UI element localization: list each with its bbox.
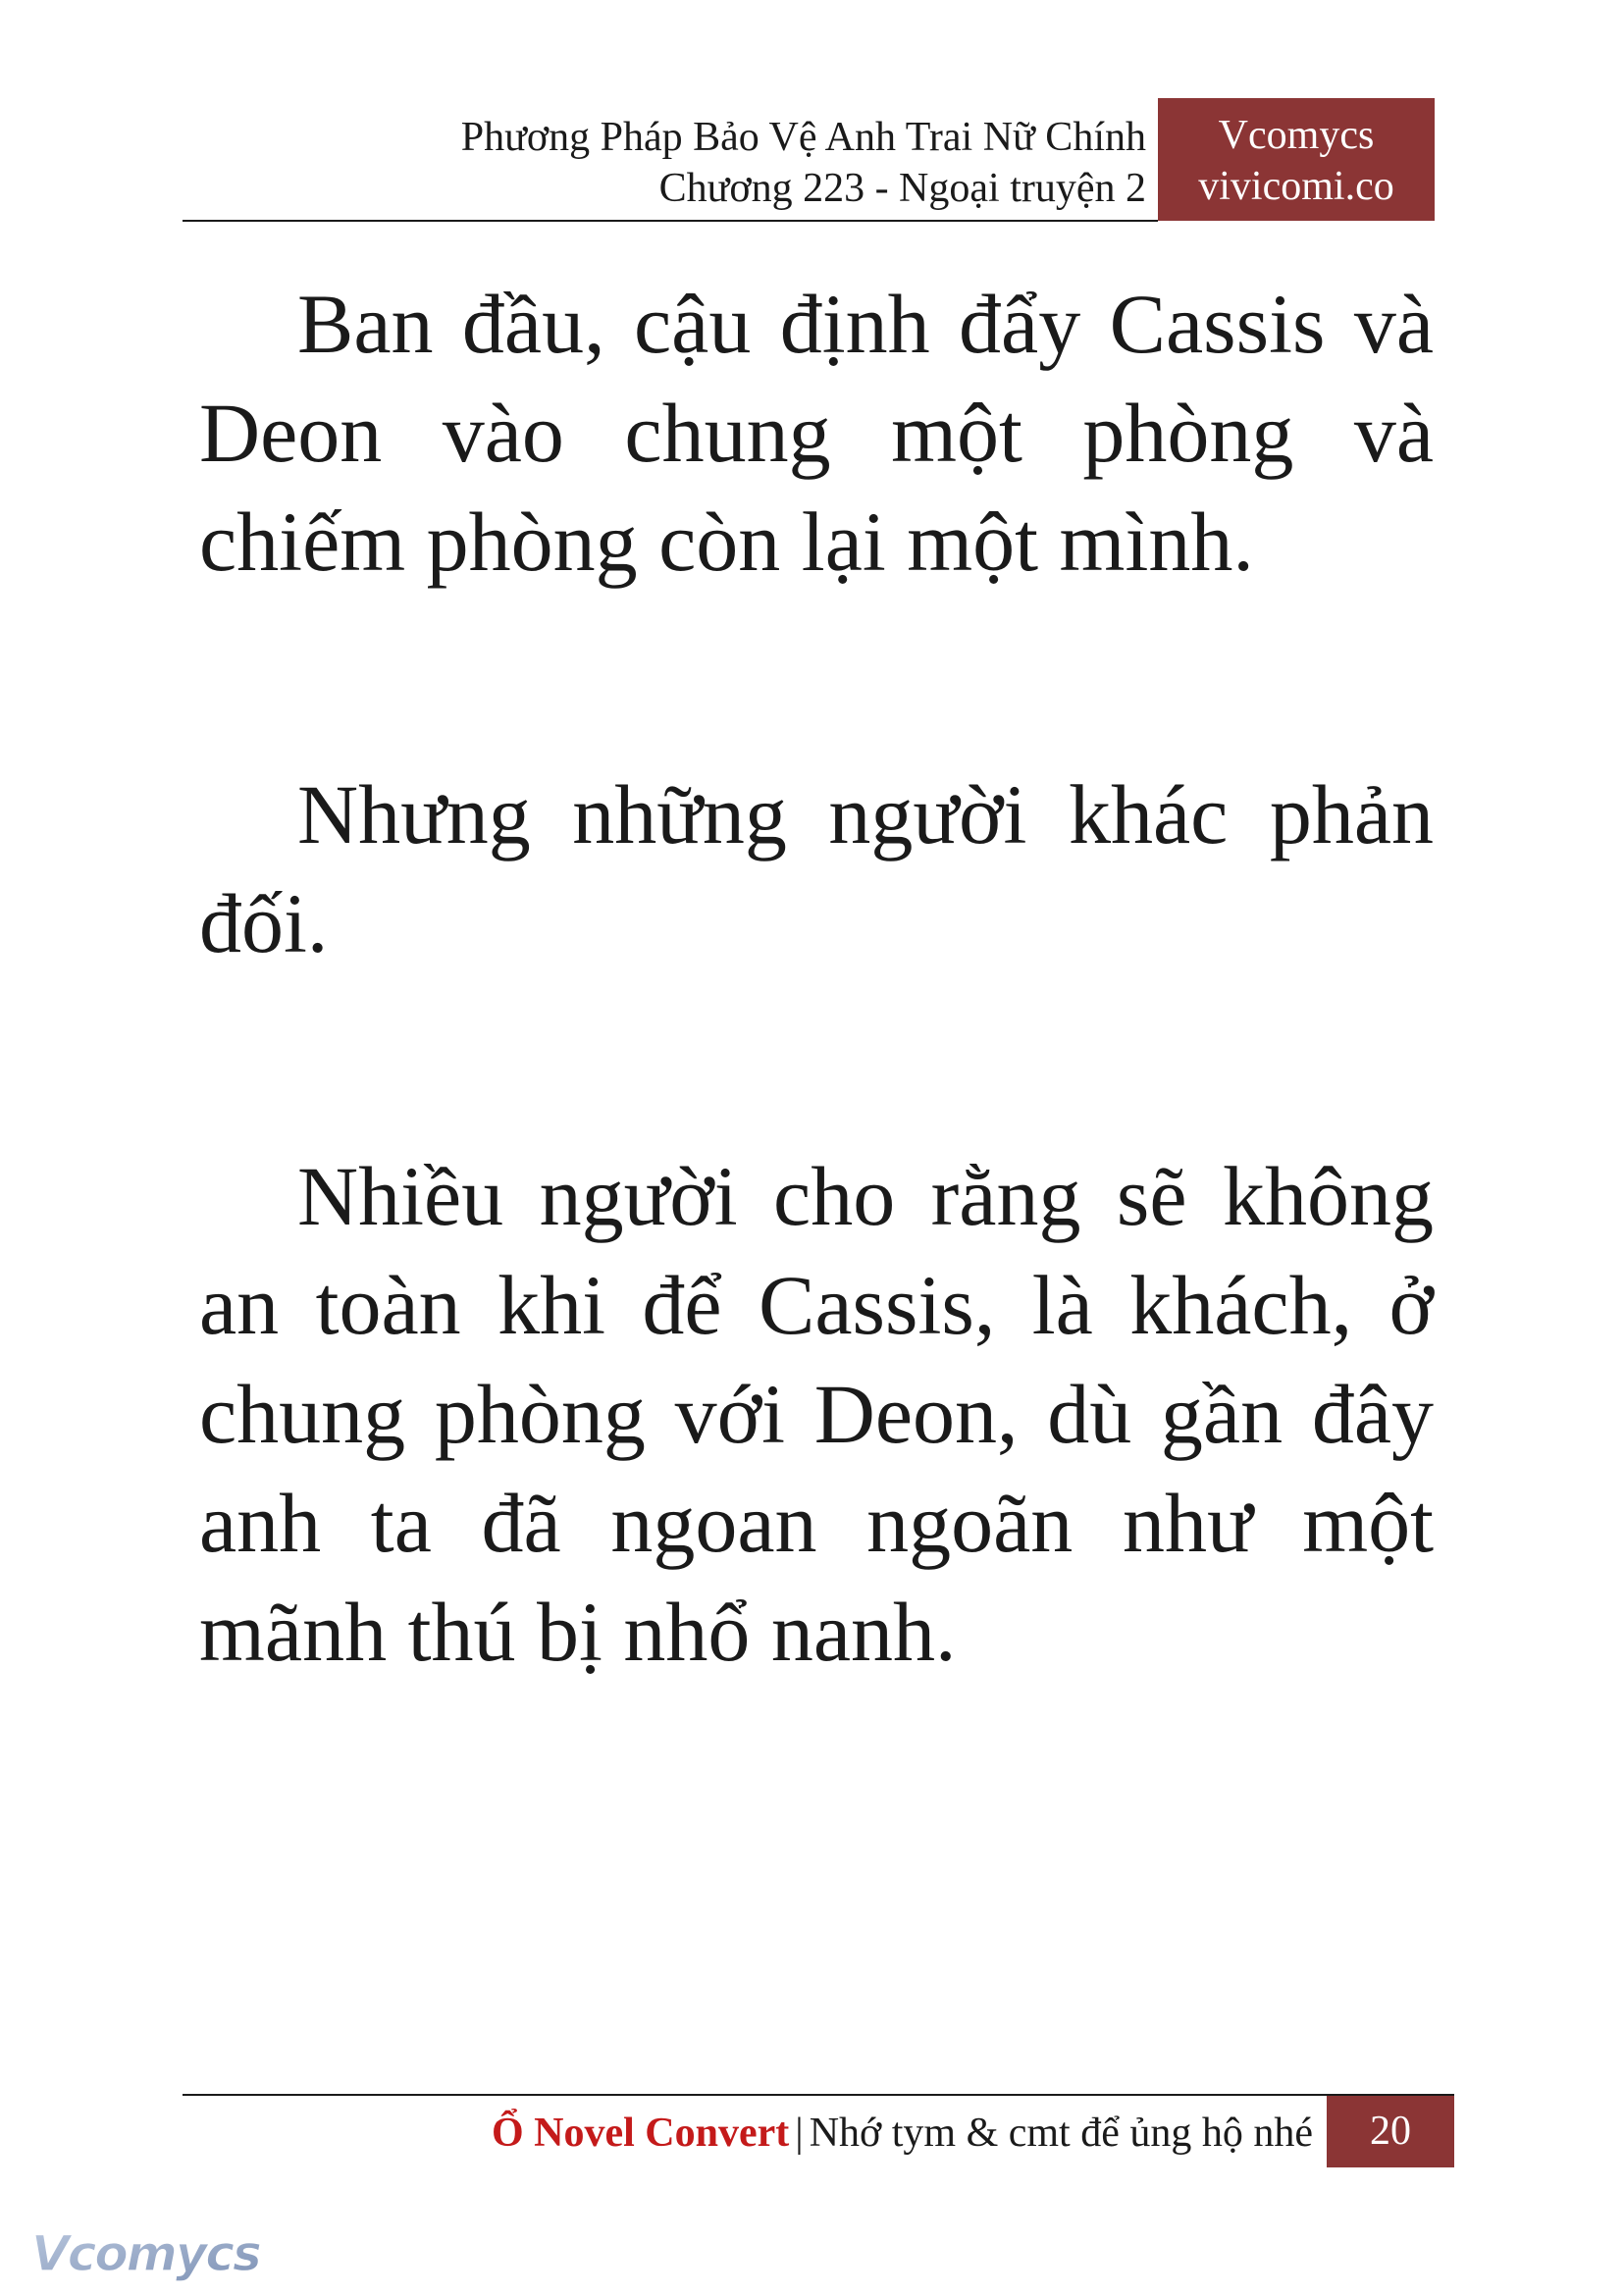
brand-name: Vcomycs (1218, 113, 1375, 158)
footer-message: Nhớ tym & cmt để ủng hộ nhé (809, 2111, 1313, 2156)
paragraph: Nhưng những người khác phản đối. (199, 767, 1434, 970)
header-text (461, 112, 1146, 214)
brand-site: vivicomi.co (1198, 164, 1394, 209)
footer-separator: | (795, 2111, 804, 2156)
page-footer (183, 2094, 1454, 2167)
book-title: Phương Pháp Bảo Vệ Anh Trai Nữ Chính (460, 115, 1146, 160)
page-number: 20 (1327, 2096, 1454, 2167)
paragraph: Nhiều người cho rằng sẽ không an toàn khi để Cassis, là khách, ở chung phòng với Deon, dù gần đây anh ta đã ngoan ngoãn như một mãnh thú bị nhổ nanh. (199, 1149, 1434, 1679)
footer-text (492, 2108, 1313, 2159)
paragraph: Ban đầu, cậu định đẩy Cassis và Deon vào chung một phòng và chiếm phòng còn lại một mình. (199, 277, 1434, 589)
vcomycs-logo-icon (27, 2219, 263, 2286)
header-divider (183, 220, 1158, 222)
page-header (183, 98, 1435, 221)
chapter-content (199, 270, 1434, 1687)
footer-brand: Ổ Novel Convert (491, 2111, 790, 2156)
header-brand-box (1158, 98, 1435, 221)
footer-divider (183, 2094, 1454, 2096)
chapter-title: Chương 223 - Ngoại truyện 2 (658, 166, 1146, 211)
svg-text:Vcomycs: Vcomycs (31, 2225, 260, 2282)
